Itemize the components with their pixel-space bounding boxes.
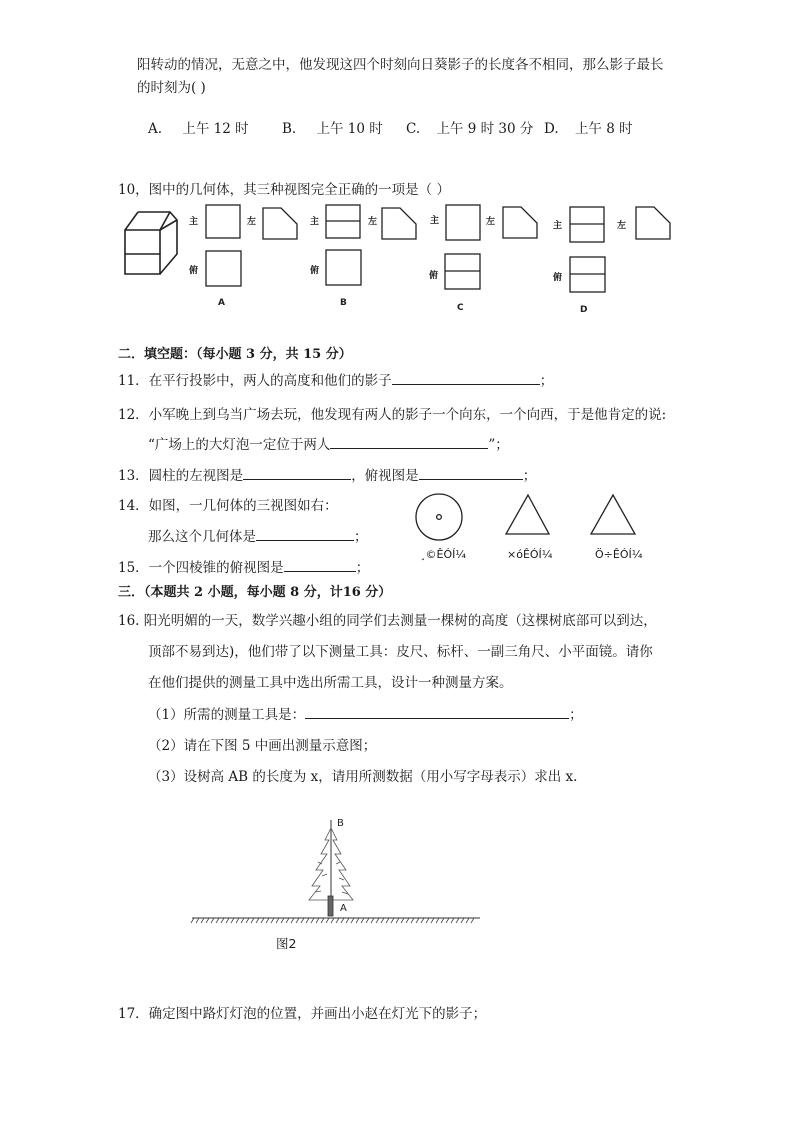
q9-option-d <box>544 117 633 137</box>
hatch-mark <box>286 918 289 923</box>
hatch-mark <box>261 918 264 923</box>
hatch-mark <box>361 918 364 923</box>
section2-heading: 二．填空题：（每小题 3 分，共 15 分） <box>118 347 352 362</box>
q16-line3: 在他们提供的测量工具中选出所需工具，设计一种测量方案。 <box>148 675 513 691</box>
hatch-mark <box>366 918 369 923</box>
hatch-mark <box>346 918 349 923</box>
choice-a-letter: A <box>218 298 225 308</box>
hatch-mark <box>416 918 419 923</box>
hatch-mark <box>226 918 229 923</box>
choice-b-letter: B <box>340 298 347 308</box>
hatch-mark <box>336 918 339 923</box>
q11 <box>118 369 553 389</box>
q13-end: ； <box>522 468 537 484</box>
hatch-mark <box>231 918 234 923</box>
choice-c-letter: C <box>457 303 464 313</box>
hatch-mark <box>251 918 254 923</box>
q16-part1-text: （1）所需的测量工具是： <box>148 707 306 723</box>
q13-blank-left-view[interactable] <box>243 465 351 480</box>
q12-end: ”； <box>488 437 509 453</box>
tree-icon <box>309 820 353 916</box>
q9-option-b <box>282 117 383 137</box>
hatch-mark <box>396 918 399 923</box>
option-text: 上午 12 时 <box>182 121 249 137</box>
hatch-mark <box>266 918 269 923</box>
q12-blank[interactable] <box>330 434 488 449</box>
q14-text: 那么这个几何体是 <box>148 529 256 545</box>
solid-3d-figure <box>125 212 177 274</box>
q15-blank[interactable] <box>284 557 356 572</box>
option-letter: C. <box>406 121 421 137</box>
hatch-mark <box>296 918 299 923</box>
q9-line1: 阳转动的情况，无意之中，他发现这四个时刻向日葵影子的长度各不相同，那么影子最长 <box>137 57 664 73</box>
hatch-mark <box>306 918 309 923</box>
hatch-mark <box>376 918 379 923</box>
hatch-mark <box>191 918 194 923</box>
hatch-mark <box>341 918 344 923</box>
q16-part1 <box>148 703 583 723</box>
hatch-mark <box>461 918 464 923</box>
hatch-mark <box>441 918 444 923</box>
q12-line1: 12．小军晚上到乌当广场去玩，他发现有两人的影子一个向东，一个向西，于是他肯定的说: <box>118 407 667 423</box>
q11-end: ； <box>539 373 554 389</box>
hatch-mark <box>356 918 359 923</box>
choice-a-left-label: 左 <box>247 217 257 227</box>
ground-hatching <box>191 918 474 923</box>
choice-b-left-label: 左 <box>368 217 378 227</box>
hatch-mark <box>451 918 454 923</box>
q14-line1: 14．如图，一几何体的三视图如右： <box>118 498 338 514</box>
top-view-circle <box>416 494 462 540</box>
option-letter: B. <box>282 121 297 137</box>
hatch-mark <box>246 918 249 923</box>
q16-part3: （3）设树高 AB 的长度为 x，请用所测数据（用小写字母表示）求出 x. <box>148 769 578 785</box>
hatch-mark <box>291 918 294 923</box>
choice-c-top-label: 俯 <box>429 271 439 281</box>
q14-caption-front-view: Ö÷ÊÓÍ¼ <box>595 548 643 561</box>
choice-b-top-label: 俯 <box>310 266 320 276</box>
choice-d-front-label: 主 <box>553 221 563 231</box>
hatch-mark <box>466 918 469 923</box>
q12-line2 <box>148 433 509 453</box>
option-text: 上午 10 时 <box>316 121 383 137</box>
hatch-mark <box>236 918 239 923</box>
option-letter: D. <box>544 121 559 137</box>
option-text: 上午 8 时 <box>574 121 633 137</box>
choice-a-top-label: 俯 <box>189 266 199 276</box>
q11-text: 11．在平行投影中，两人的高度和他们的影子 <box>118 373 392 389</box>
hatch-mark <box>401 918 404 923</box>
hatch-mark <box>321 918 324 923</box>
hatch-mark <box>406 918 409 923</box>
choice-d-letter: D <box>580 305 588 315</box>
hatch-mark <box>431 918 434 923</box>
option-letter: A. <box>148 121 163 137</box>
hatch-mark <box>446 918 449 923</box>
hatch-mark <box>351 918 354 923</box>
q12-text: “广场上的大灯泡一定位于两人 <box>148 437 331 453</box>
q14-caption-top-view: ¸©ÊÓÍ¼ <box>420 548 467 561</box>
choice-d-views <box>570 207 670 292</box>
hatch-mark <box>281 918 284 923</box>
q16-part2: （2）请在下图 5 中画出测量示意图； <box>148 738 377 754</box>
hatch-mark <box>421 918 424 923</box>
hatch-mark <box>276 918 279 923</box>
option-text: 上午 9 时 30 分 <box>436 121 534 137</box>
hatch-mark <box>201 918 204 923</box>
hatch-mark <box>456 918 459 923</box>
q16-line1: 16. 阳光明媚的一天，数学兴趣小组的同学们去测量一棵树的高度（这棵树底部可以到达， <box>118 613 657 629</box>
q9-option-a <box>148 117 249 137</box>
q11-blank[interactable] <box>392 370 540 385</box>
hatch-mark <box>411 918 414 923</box>
q14-caption-left-view: ×óÊÓÍ¼ <box>507 548 553 561</box>
hatch-mark <box>271 918 274 923</box>
choice-c-left-label: 左 <box>486 217 496 227</box>
hatch-mark <box>216 918 219 923</box>
q13 <box>118 464 536 484</box>
q9-option-c <box>406 117 533 137</box>
hatch-mark <box>426 918 429 923</box>
q14-three-views <box>0 492 794 552</box>
q14-end: ； <box>354 529 368 545</box>
q15 <box>118 556 369 576</box>
hatch-mark <box>371 918 374 923</box>
q10-figure <box>0 190 794 330</box>
hatch-mark <box>221 918 224 923</box>
label-a: A <box>340 903 347 914</box>
choice-b-front-label: 主 <box>310 217 320 227</box>
hatch-mark <box>301 918 304 923</box>
q16-part1-blank[interactable] <box>305 704 569 719</box>
section3-heading: 三．（本题共 2 小题，每小题 8 分，计16 分） <box>118 585 392 600</box>
q10-choice-c-front-label: 主 <box>430 216 440 226</box>
q13-blank-top-view[interactable] <box>419 465 523 480</box>
hatch-mark <box>196 918 199 923</box>
hatch-mark <box>436 918 439 923</box>
choice-a-front-label: 主 <box>189 217 199 227</box>
q15-end: ； <box>355 560 370 576</box>
hatch-mark <box>381 918 384 923</box>
left-view-triangle <box>506 495 549 534</box>
choice-d-top-label: 俯 <box>553 273 563 283</box>
hatch-mark <box>316 918 319 923</box>
choice-d-left-label: 左 <box>617 221 627 231</box>
q10-stem: 10，图中的几何体，其三种视图完全正确的一项是（ ） <box>118 182 450 198</box>
hatch-mark <box>206 918 209 923</box>
q17: 17．确定图中路灯灯泡的位置，并画出小赵在灯光下的影子； <box>118 1006 487 1022</box>
q9-line2: 的时刻为( ) <box>137 80 206 96</box>
q13-text: 13．圆柱的左视图是 <box>118 468 244 484</box>
q15-text: 15．一个四棱锥的俯视图是 <box>118 560 284 576</box>
front-view-triangle <box>591 495 635 534</box>
figure-caption: 图2 <box>276 936 297 951</box>
hatch-mark <box>471 918 474 923</box>
hatch-mark <box>256 918 259 923</box>
q13-mid: ，俯视图是 <box>351 468 419 484</box>
q16-part1-end: ； <box>569 707 583 723</box>
label-b: B <box>337 818 344 829</box>
hatch-mark <box>211 918 214 923</box>
top-view-center-dot <box>437 515 442 520</box>
hatch-mark <box>326 918 329 923</box>
hatch-mark <box>391 918 394 923</box>
hatch-mark <box>331 918 334 923</box>
tree-figure <box>0 810 794 960</box>
hatch-mark <box>386 918 389 923</box>
hatch-mark <box>241 918 244 923</box>
hatch-mark <box>311 918 314 923</box>
q16-line2: 顶部不易到达)，他们带了以下测量工具：皮尺、标杆、一副三角尺、小平面镜。请你 <box>148 644 653 660</box>
